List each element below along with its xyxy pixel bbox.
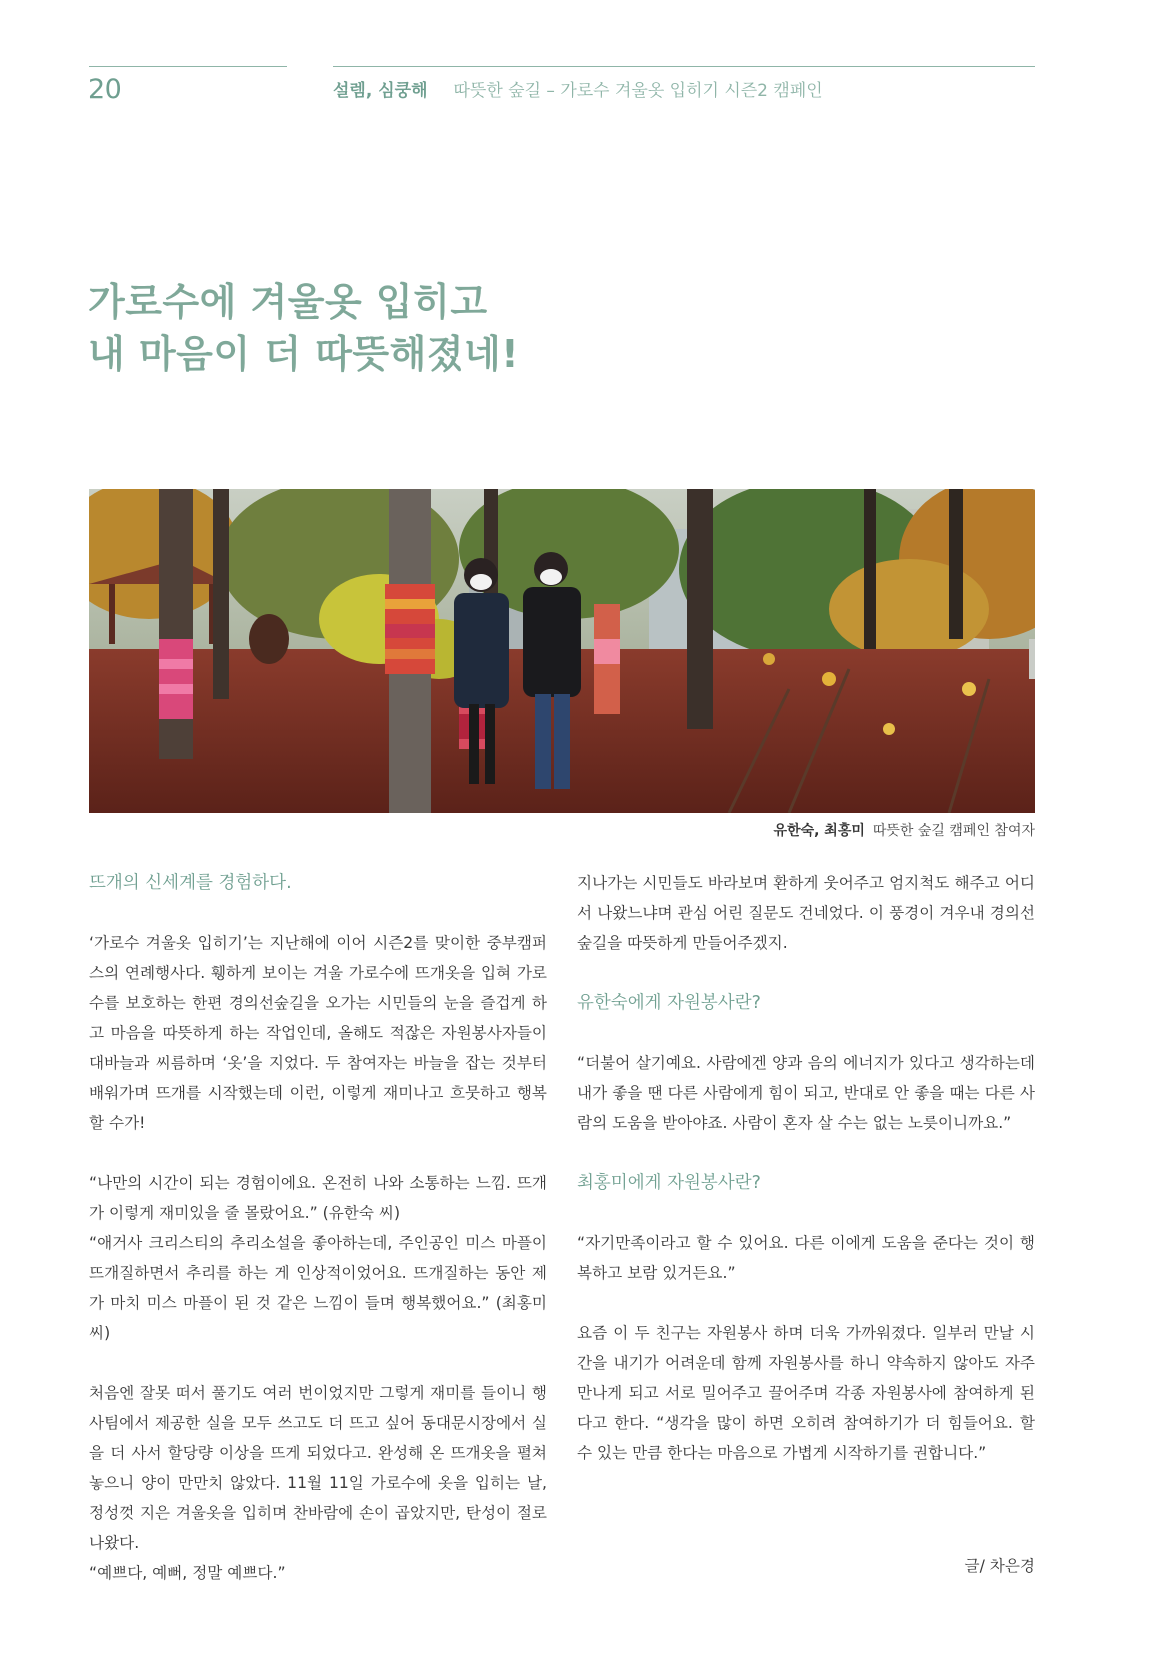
paragraph: ‘가로수 겨울옷 입히기’는 지난해에 이어 시즌2를 맞이한 중부캠퍼스의 연례행사다. 휑하게 보이는 겨울 가로수에 뜨개옷을 입혀 가로수를 보호하는 한편 경의선숲길을 오가는 시민들의 눈을 즐겁게 하고 마음을 따뜻하게 하는 작업인데, 올해도 적잖은 자원봉사자들이 대바늘과 씨름하며 ‘옷’을 지었다. 두 참여자는 바늘을 잡는 것부터 배워가며 뜨개를 시작했는데 이런, 이렇게 재미나고 흐뭇하고 행복할 수가! bbox=[89, 934, 547, 1132]
section-heading-yoo: 유한숙에게 자원봉사란? bbox=[577, 993, 761, 1013]
paragraph: 요즘 이 두 친구는 자원봉사 하며 더욱 가까워졌다. 일부러 만날 시간을 내기가 어려운데 함께 자원봉사를 하니 약속하지 않아도 자주 만나게 되고 서로 밀어주고 끌어주며 각종 자원봉사에 참여하게 된다고 한다. “생각을 많이 하면 오히려 참여하기가 더 힘들어요. 할 수 있는 만큼 한다는 마음으로 가볍게 시작하기를 권합니다.” bbox=[577, 1324, 1035, 1462]
page-number: 20 bbox=[88, 74, 122, 105]
header-rule-right bbox=[333, 66, 1035, 67]
article-title bbox=[88, 276, 988, 380]
quote-yoo-volunteer: “더불어 살기예요. 사람에겐 양과 음의 에너지가 있다고 생각하는데 내가 좋을 땐 다른 사람에게 힘이 되고, 반대로 안 좋을 때는 다른 사람의 도움을 받아야죠. 사람이 혼자 살 수는 없는 노릇이니까요.” bbox=[577, 1054, 1035, 1132]
left-column bbox=[89, 868, 547, 1588]
quote-yoo: “나만의 시간이 되는 경험이에요. 온전히 나와 소통하는 느낌. 뜨개가 이렇게 재미있을 줄 몰랐어요.” (유한숙 씨) bbox=[89, 1174, 547, 1222]
photo-caption bbox=[774, 820, 1035, 840]
quote-choi-volunteer: “자기만족이라고 할 수 있어요. 다른 이에게 도움을 준다는 것이 행복하고 보람 있거든요.” bbox=[577, 1234, 1035, 1282]
article-photo bbox=[89, 489, 1035, 813]
caption-names: 유한숙, 최홍미 bbox=[773, 823, 865, 839]
running-header bbox=[333, 76, 823, 101]
section-heading-choi: 최홍미에게 자원봉사란? bbox=[577, 1173, 761, 1193]
section-name: 설렘, 심쿵해 bbox=[333, 81, 428, 101]
quote-choi: “애거사 크리스티의 추리소설을 좋아하는데, 주인공인 미스 마플이 뜨개질하면서 추리를 하는 게 인상적이었어요. 뜨개질하는 동안 제가 마치 미스 마플이 된 것 같은 느낌이 들며 행복했어요.” (최홍미 씨) bbox=[89, 1234, 547, 1342]
title-line-2: 내 마음이 더 따뜻해졌네! bbox=[88, 332, 520, 376]
paragraph: 지나가는 시민들도 바라보며 환하게 웃어주고 엄지척도 해주고 어디서 나왔느냐며 관심 어린 질문도 건네었다. 이 풍경이 겨우내 경의선숲길을 따뜻하게 만들어주겠지. bbox=[577, 874, 1035, 952]
section-heading-knitting: 뜨개의 신세계를 경험하다. bbox=[89, 873, 292, 893]
title-line-1: 가로수에 겨울옷 입히고 bbox=[88, 280, 488, 324]
header-subtitle: 따뜻한 숲길 – 가로수 겨울옷 입히기 시즌2 캠페인 bbox=[453, 81, 823, 101]
quote-pretty: “예쁘다, 예뻐, 정말 예쁘다.” bbox=[89, 1564, 286, 1582]
header-rule-left bbox=[89, 66, 287, 67]
caption-role: 따뜻한 숲길 캠페인 참여자 bbox=[872, 823, 1035, 839]
right-column bbox=[577, 868, 1035, 1468]
author-byline: 글/ 차은경 bbox=[964, 1557, 1035, 1575]
paragraph: 처음엔 잘못 떠서 풀기도 여러 번이었지만 그렇게 재미를 들이니 행사팀에서 제공한 실을 모두 쓰고도 더 뜨고 싶어 동대문시장에서 실을 더 사서 할당량 이상을 뜨게 되었다고. 완성해 온 뜨개옷을 펼쳐 놓으니 양이 만만치 않았다. 11월 11일 가로수에 옷을 입히는 날, 정성껏 지은 겨울옷을 입히며 찬바람에 손이 곱았지만, 탄성이 절로 나왔다. bbox=[89, 1384, 547, 1552]
